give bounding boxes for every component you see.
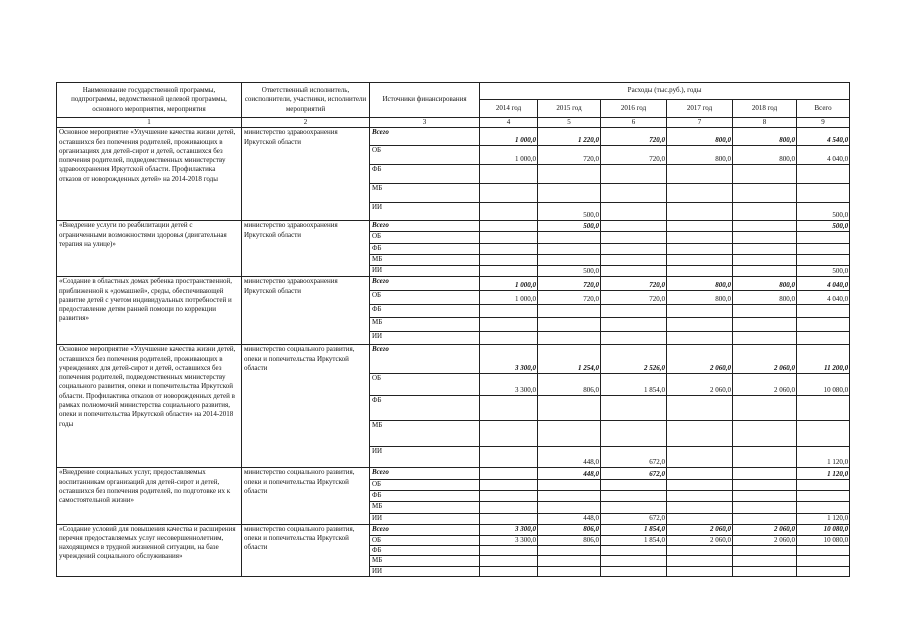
total-value: 10 080,0 [797, 524, 850, 535]
year-value [601, 501, 667, 513]
year-value: 2 060,0 [667, 374, 733, 396]
total-value: 4 040,0 [797, 291, 850, 305]
year-value: 806,0 [538, 535, 601, 545]
year-value [601, 421, 667, 447]
year-value [601, 545, 667, 555]
year-value: 2 060,0 [733, 524, 797, 535]
year-header: 2015 год [538, 100, 601, 118]
year-value: 2 060,0 [667, 524, 733, 535]
year-value [733, 501, 797, 513]
program-header: Наименование государственной программы, подпрограммы, ведомственной целевой программы, основного мероприятия, мероприятия [57, 83, 242, 118]
funding-source: ИИ [370, 513, 480, 524]
executor-name: министерство здравоохранения Иркутской области [242, 221, 370, 277]
year-value [667, 545, 733, 555]
year-value [667, 318, 733, 332]
year-value: 1 854,0 [601, 374, 667, 396]
total-value: 1 120,0 [797, 513, 850, 524]
year-value: 800,0 [733, 277, 797, 291]
year-value: 806,0 [538, 374, 601, 396]
year-value [480, 203, 538, 221]
year-value [601, 332, 667, 345]
total-value [797, 396, 850, 421]
total-value [797, 421, 850, 447]
year-header: 2018 год [733, 100, 797, 118]
year-value [601, 396, 667, 421]
column-number: 6 [601, 118, 667, 128]
year-value: 800,0 [667, 277, 733, 291]
year-value [667, 232, 733, 244]
total-value: 500,0 [797, 266, 850, 277]
year-header: 2014 год [480, 100, 538, 118]
total-value: 11 200,0 [797, 345, 850, 374]
executor-name: министерство здравоохранения Иркутской области [242, 128, 370, 221]
year-value [480, 244, 538, 255]
funding-source: ФБ [370, 244, 480, 255]
year-value [480, 221, 538, 232]
year-value [667, 447, 733, 468]
sources-header: Источники финансирования [370, 83, 480, 118]
year-value: 1 000,0 [480, 277, 538, 291]
year-value [480, 545, 538, 555]
measure-name: «Внедрение социальных услуг, предоставляемых воспитанникам организаций для детей-сирот и детей, оставшихся без попечения родителей, по подготовке их к самостоятельной жизни» [57, 468, 242, 524]
year-value: 720,0 [538, 146, 601, 165]
year-value: 806,0 [538, 524, 601, 535]
year-value [480, 165, 538, 184]
year-value [733, 221, 797, 232]
year-value: 1 854,0 [601, 524, 667, 535]
total-value [797, 184, 850, 203]
year-value [733, 232, 797, 244]
year-value [601, 305, 667, 318]
year-value [601, 255, 667, 266]
year-value [601, 490, 667, 501]
total-value: 4 040,0 [797, 146, 850, 165]
year-value [733, 396, 797, 421]
funding-source: Всего [370, 468, 480, 480]
year-value [538, 480, 601, 490]
funding-source: ОБ [370, 374, 480, 396]
year-value: 3 300,0 [480, 374, 538, 396]
year-value [667, 305, 733, 318]
funding-source: Всего [370, 524, 480, 535]
year-value [480, 318, 538, 332]
total-value [797, 567, 850, 577]
year-value [538, 501, 601, 513]
year-value [601, 184, 667, 203]
total-value: 1 120,0 [797, 447, 850, 468]
year-value: 2 060,0 [733, 345, 797, 374]
year-value [601, 244, 667, 255]
year-value [480, 255, 538, 266]
funding-source: ИИ [370, 266, 480, 277]
year-value [480, 567, 538, 577]
year-value [538, 332, 601, 345]
year-value [733, 244, 797, 255]
column-number: 1 [57, 118, 242, 128]
column-number: 7 [667, 118, 733, 128]
funding-source: Всего [370, 345, 480, 374]
year-value: 672,0 [601, 468, 667, 480]
year-value: 1 220,0 [538, 128, 601, 146]
funding-source: ИИ [370, 332, 480, 345]
column-number: 5 [538, 118, 601, 128]
year-value [480, 332, 538, 345]
year-value [733, 480, 797, 490]
executor-name: министерство социального развития, опеки и попечительства Иркутской области [242, 468, 370, 524]
executor-header: Ответственный исполнитель, соисполнители, участники, исполнители мероприятий [242, 83, 370, 118]
year-header: 2016 год [601, 100, 667, 118]
year-value: 1 000,0 [480, 128, 538, 146]
year-value [480, 184, 538, 203]
year-value [667, 332, 733, 345]
year-value [733, 332, 797, 345]
year-value [480, 305, 538, 318]
year-value [538, 232, 601, 244]
funding-source: ФБ [370, 305, 480, 318]
funding-source: ОБ [370, 232, 480, 244]
year-value [601, 480, 667, 490]
year-value: 720,0 [601, 277, 667, 291]
year-value: 2 060,0 [733, 374, 797, 396]
funding-source: ИИ [370, 567, 480, 577]
total-value [797, 305, 850, 318]
year-value [601, 221, 667, 232]
table-row [57, 468, 850, 480]
year-value [733, 266, 797, 277]
year-value [480, 480, 538, 490]
column-numbers-row [57, 118, 850, 128]
funding-source: МБ [370, 501, 480, 513]
year-value [733, 305, 797, 318]
total-value: 4 540,0 [797, 128, 850, 146]
funding-source: Всего [370, 277, 480, 291]
table-row [57, 221, 850, 232]
total-value: 10 080,0 [797, 374, 850, 396]
year-value [601, 232, 667, 244]
total-value [797, 255, 850, 266]
funding-source: МБ [370, 421, 480, 447]
year-value [667, 203, 733, 221]
table-row [57, 277, 850, 291]
year-value: 448,0 [538, 447, 601, 468]
year-value [538, 255, 601, 266]
year-value [667, 421, 733, 447]
year-value: 720,0 [538, 291, 601, 305]
table-row [57, 524, 850, 535]
funding-source: МБ [370, 255, 480, 266]
year-value: 672,0 [601, 447, 667, 468]
expenses-header: Расходы (тыс.руб.), годы [480, 83, 850, 100]
funding-source: ОБ [370, 535, 480, 545]
year-value [601, 266, 667, 277]
executor-name: министерство здравоохранения Иркутской области [242, 277, 370, 345]
table-row [57, 128, 850, 146]
year-value: 800,0 [733, 291, 797, 305]
year-value: 720,0 [538, 277, 601, 291]
funding-source: ИИ [370, 203, 480, 221]
year-value [538, 490, 601, 501]
year-value [601, 203, 667, 221]
year-value: 448,0 [538, 468, 601, 480]
total-value [797, 490, 850, 501]
year-value: 1 000,0 [480, 291, 538, 305]
measure-name: «Внедрение услуги по реабилитации детей с ограниченными возможностями здоровья (двигательная терапия на улице)» [57, 221, 242, 277]
year-value: 3 300,0 [480, 524, 538, 535]
year-value [480, 468, 538, 480]
budget-table [56, 82, 850, 577]
year-value [733, 513, 797, 524]
total-value [797, 318, 850, 332]
year-value [667, 244, 733, 255]
total-value [797, 501, 850, 513]
year-value [538, 244, 601, 255]
year-value: 720,0 [601, 291, 667, 305]
year-value [538, 318, 601, 332]
year-value: 1 854,0 [601, 535, 667, 545]
column-number: 9 [797, 118, 850, 128]
funding-source: ФБ [370, 165, 480, 184]
year-value: 2 060,0 [667, 345, 733, 374]
funding-source: ОБ [370, 480, 480, 490]
year-value: 3 300,0 [480, 345, 538, 374]
year-value [480, 513, 538, 524]
funding-source: ФБ [370, 396, 480, 421]
funding-source: Всего [370, 221, 480, 232]
year-value [667, 513, 733, 524]
year-value [667, 480, 733, 490]
year-value [733, 468, 797, 480]
year-value [480, 421, 538, 447]
year-value [733, 556, 797, 567]
year-value: 720,0 [601, 128, 667, 146]
executor-name: министерство социального развития, опеки и попечительства Иркутской области [242, 524, 370, 577]
year-value [480, 490, 538, 501]
year-value: 2 060,0 [733, 535, 797, 545]
year-value [733, 447, 797, 468]
year-value [538, 396, 601, 421]
measure-name: «Создание в областных домах ребенка пространственной, приближенной к «домашней», среды, обеспечивающей развитие детей с учетом индивидуальных потребностей и предоставление детям ранней помощи по коррекции развития» [57, 277, 242, 345]
funding-source: ОБ [370, 146, 480, 165]
year-value [480, 447, 538, 468]
year-header: 2017 год [667, 100, 733, 118]
year-value: 2 060,0 [667, 535, 733, 545]
year-value [601, 165, 667, 184]
year-value [667, 501, 733, 513]
year-value [667, 396, 733, 421]
column-number: 3 [370, 118, 480, 128]
year-value: 800,0 [667, 291, 733, 305]
year-value: 1 000,0 [480, 146, 538, 165]
table-row [57, 345, 850, 374]
column-number: 2 [242, 118, 370, 128]
measure-name: «Создание условий для повышения качества и расширения перечня предоставляемых услуг несовершеннолетним, находящимся в трудной жизненной ситуации, на базе учреждений социального обслуживания» [57, 524, 242, 577]
year-value [733, 318, 797, 332]
year-value [480, 266, 538, 277]
year-value [480, 232, 538, 244]
year-value [538, 165, 601, 184]
year-value: 800,0 [733, 146, 797, 165]
year-value: 500,0 [538, 266, 601, 277]
year-value [667, 468, 733, 480]
year-value: 2 526,0 [601, 345, 667, 374]
year-value [733, 203, 797, 221]
year-value [733, 184, 797, 203]
year-value [601, 318, 667, 332]
year-value: 720,0 [601, 146, 667, 165]
funding-source: ОБ [370, 291, 480, 305]
year-value: 800,0 [733, 128, 797, 146]
funding-source: МБ [370, 318, 480, 332]
year-value [733, 567, 797, 577]
total-value: 4 040,0 [797, 277, 850, 291]
year-value: 1 254,0 [538, 345, 601, 374]
funding-source: ИИ [370, 447, 480, 468]
total-value [797, 244, 850, 255]
year-value [538, 305, 601, 318]
measure-name: Основное мероприятие «Улучшение качества жизни детей, оставшихся без попечения родителей, проживающих в организациях для детей-сирот и детей, оставшихся без попечения родителей, подведомственных министерству здравоохранения Иркутской области. Профилактика отказов от новорожденных детей» на 2014-2018 годы [57, 128, 242, 221]
year-value [733, 545, 797, 555]
year-value [667, 490, 733, 501]
year-value: 500,0 [538, 203, 601, 221]
year-value [733, 165, 797, 184]
total-header: Всего [797, 100, 850, 118]
year-value [667, 221, 733, 232]
year-value [538, 567, 601, 577]
total-value [797, 332, 850, 345]
year-value [667, 255, 733, 266]
year-value [667, 556, 733, 567]
executor-name: министерство социального развития, опеки и попечительства Иркутской области [242, 345, 370, 468]
header-row [57, 83, 850, 100]
funding-source: ФБ [370, 490, 480, 501]
year-value [733, 490, 797, 501]
year-value: 800,0 [667, 128, 733, 146]
total-value: 500,0 [797, 221, 850, 232]
total-value: 1 120,0 [797, 468, 850, 480]
measure-name: Основное мероприятие «Улучшение качества жизни детей, оставшихся без попечения родителей, проживающих в учреждениях для детей-сирот и детей, оставшихся без попечения родителей, подведомственных министерству социального развития, опеки и попечительства Иркутской области. Профилактика отказов от новорожденных детей в рамках полномочий министерства социального развития, опеки и попечительства Иркутской области» на 2014-2018 годы [57, 345, 242, 468]
year-value [667, 184, 733, 203]
year-value [601, 556, 667, 567]
funding-source: МБ [370, 556, 480, 567]
year-value [538, 184, 601, 203]
year-value: 3 300,0 [480, 535, 538, 545]
column-number: 8 [733, 118, 797, 128]
column-number: 4 [480, 118, 538, 128]
year-value [538, 545, 601, 555]
year-value [733, 255, 797, 266]
year-value: 500,0 [538, 221, 601, 232]
year-value [667, 165, 733, 184]
total-value [797, 232, 850, 244]
year-value: 672,0 [601, 513, 667, 524]
total-value: 10 080,0 [797, 535, 850, 545]
funding-source: Всего [370, 128, 480, 146]
total-value [797, 165, 850, 184]
year-value [733, 421, 797, 447]
year-value [480, 396, 538, 421]
year-value [538, 421, 601, 447]
total-value [797, 556, 850, 567]
year-value [538, 556, 601, 567]
year-value [667, 266, 733, 277]
year-value [480, 501, 538, 513]
year-value: 800,0 [667, 146, 733, 165]
total-value [797, 480, 850, 490]
year-value [601, 567, 667, 577]
funding-source: ФБ [370, 545, 480, 555]
year-value [480, 556, 538, 567]
total-value [797, 545, 850, 555]
year-value: 448,0 [538, 513, 601, 524]
total-value: 500,0 [797, 203, 850, 221]
funding-source: МБ [370, 184, 480, 203]
year-value [667, 567, 733, 577]
